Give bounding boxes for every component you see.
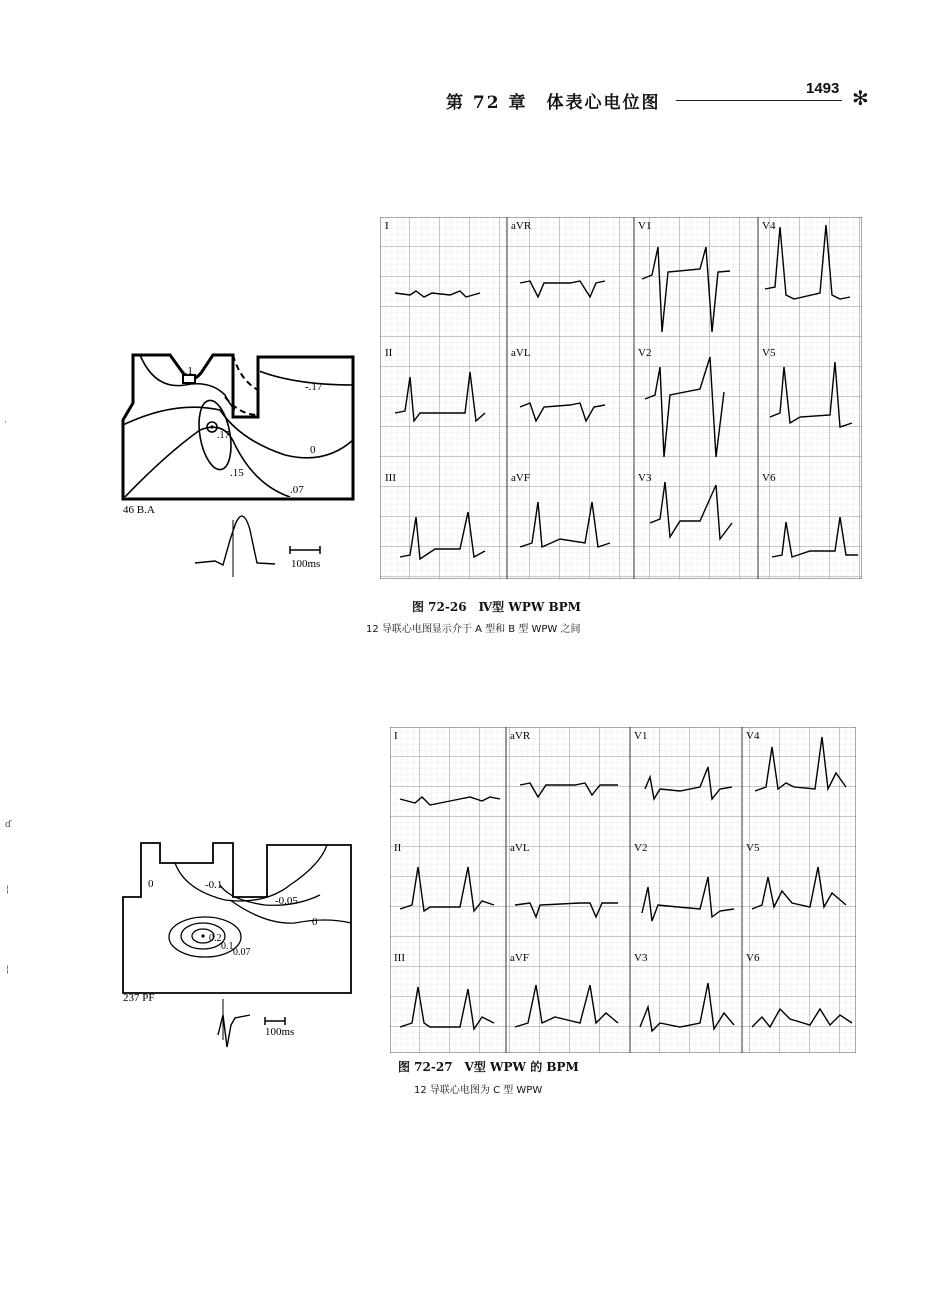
lead-label: V2 — [634, 842, 648, 854]
time-scale-label: 100ms — [265, 1026, 295, 1038]
contour-label: -0.1 — [205, 879, 223, 891]
contour-label: 0.2 — [209, 933, 222, 944]
contour-label: 0 — [310, 444, 316, 456]
map-waveform — [195, 516, 275, 565]
contour-label: -.17 — [305, 381, 323, 393]
lead-label: V1 — [634, 730, 648, 742]
contour-label: -.1 — [181, 365, 193, 377]
time-scale-label: 100ms — [291, 558, 321, 570]
lead-label: I — [394, 730, 398, 742]
lead-label: V3 — [634, 952, 648, 964]
lead-label: III — [385, 472, 396, 484]
contour-label: 0.1 — [221, 941, 234, 952]
figure1-caption-subtitle: 12 导联心电图显示介于 A 型和 B 型 WPW 之间 — [366, 624, 581, 635]
lead-label: II — [385, 347, 393, 359]
figure2-caption-subtitle: 12 导联心电图为 C 型 WPW — [414, 1085, 543, 1096]
lead-label: I — [385, 220, 389, 232]
lead-label: III — [394, 952, 405, 964]
figure1-ecg-12-lead — [380, 217, 862, 579]
lead-label: V4 — [762, 220, 776, 232]
lead-label: aVL — [511, 347, 531, 359]
lead-label: V4 — [746, 730, 760, 742]
lead-label: V1 — [638, 220, 652, 232]
lead-label: aVF — [511, 472, 530, 484]
map-label: 237 PF — [123, 992, 155, 1004]
edge-mark: ɗ — [5, 820, 12, 830]
lead-label: V5 — [746, 842, 760, 854]
page-number: 1493 — [806, 80, 840, 97]
ornament-icon: ✻ — [852, 86, 869, 110]
figure1-potential-map — [115, 345, 365, 580]
lead-label: V2 — [638, 347, 652, 359]
edge-mark: ¦ — [6, 885, 10, 895]
lead-label: aVR — [511, 220, 532, 232]
contour-label: -0.05 — [275, 895, 298, 907]
contour-label: 0 — [312, 916, 318, 928]
map-label: 46 B.A — [123, 504, 155, 516]
chapter-heading: 第 72 章 体表心电位图 — [446, 93, 661, 113]
figure2-caption-title: 图 72-27 Ⅴ型 WPW 的 BPM — [398, 1060, 579, 1074]
contour-label: .07 — [290, 484, 304, 496]
edge-mark: · — [4, 418, 7, 428]
figure1-caption-title: 图 72-26 Ⅳ型 WPW BPM — [412, 600, 581, 614]
lead-label: aVR — [510, 730, 531, 742]
lead-label: V5 — [762, 347, 776, 359]
lead-label: II — [394, 842, 402, 854]
figure2-ecg-12-lead — [390, 727, 856, 1053]
contour-label: .17 — [217, 430, 230, 441]
figure2-potential-map — [115, 835, 365, 1050]
lead-label: V6 — [746, 952, 760, 964]
lead-label: aVF — [510, 952, 529, 964]
header-rule — [676, 100, 842, 101]
contour-label: 0.07 — [233, 947, 251, 958]
lead-label: aVL — [510, 842, 530, 854]
lead-label: V3 — [638, 472, 652, 484]
contour-label: .15 — [230, 467, 244, 479]
contour-label: 0 — [148, 878, 154, 890]
edge-mark: ¦ — [6, 965, 10, 975]
lead-label: V6 — [762, 472, 776, 484]
